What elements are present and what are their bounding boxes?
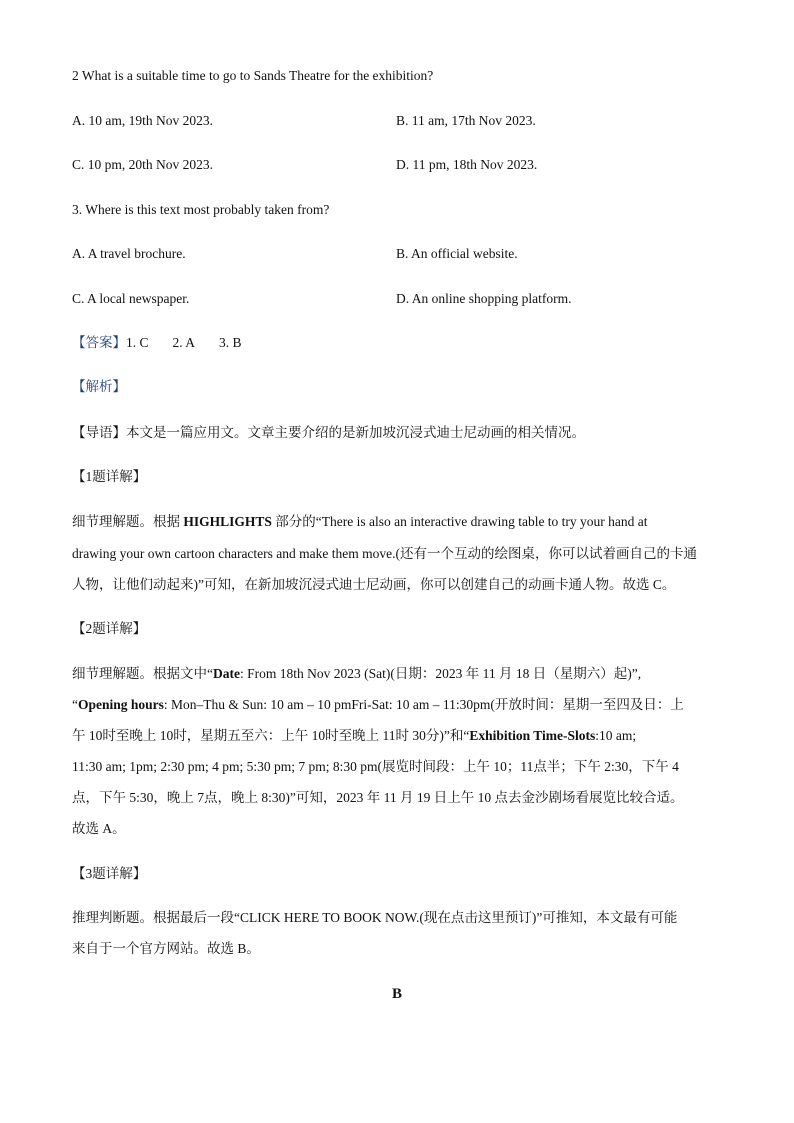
q2-line-2-text-a: “: [72, 697, 78, 712]
q3-line-2: 来自于一个官方网站。故选 B。: [72, 941, 260, 956]
q1-line-1-text-b: 部分的“There is also an interactive drawing table to try your hand at: [271, 514, 648, 529]
intro-text: 本文是一篇应用文。文章主要介绍的是新加坡沉浸式迪士尼动画的相关情况。: [126, 425, 585, 440]
section-b-heading: B: [391, 986, 402, 1002]
q3-option-c: C. A local newspaper.: [72, 291, 190, 306]
q2-line-2-text-b: : Mon–Thu & Sun: 10 am – 10 pmFri-Sat: 10 am – 11:30pm(开放时间：星期一至四及日：上: [163, 697, 684, 712]
q1-line-1: [72, 513, 648, 531]
answer-item-1: 1. C: [126, 335, 149, 350]
q2-date-keyword: Date: [213, 666, 240, 681]
q3-heading: 【3题详解】: [72, 866, 147, 881]
q2-opening-hours-keyword: Opening hours: [78, 697, 164, 712]
q1-line-2: drawing your own cartoon characters and make them move.(还有一个互动的绘图桌，你可以试着画自己的卡通: [72, 546, 698, 561]
q3-option-d: D. An online shopping platform.: [396, 291, 572, 306]
question-3-stem: 3. Where is this text most probably taken from?: [72, 202, 330, 217]
answer-item-2: 2. A: [172, 335, 196, 350]
q3-option-b: B. An official website.: [396, 246, 518, 261]
q2-option-a: A. 10 am, 19th Nov 2023.: [72, 113, 213, 128]
q3-option-a: A. A travel brochure.: [72, 246, 186, 261]
q1-line-1-text-a: 细节理解题。根据: [72, 514, 184, 529]
q2-line-4: 11:30 am; 1pm; 2:30 pm; 4 pm; 5:30 pm; 7 pm; 8:30 pm(展览时间段：上午 10；11点半；下午 2:30，下午 4: [72, 759, 679, 774]
intro-line: [72, 424, 585, 442]
q2-heading: 【2题详解】: [72, 621, 147, 636]
answer-label: 【答案】: [72, 335, 126, 350]
q2-line-1: [72, 665, 641, 683]
q3-line-1: 推理判断题。根据最后一段“CLICK HERE TO BOOK NOW.(现在点击这里预订)”可推知，本文最有可能: [72, 910, 678, 925]
q2-line-3-text-a: 午 10时至晚上 10时，星期五至六：上午 10时至晚上 11时 30分)”和“: [72, 728, 470, 743]
q2-line-1-text-b: : From 18th Nov 2023 (Sat)(日期：2023 年 11 月 18 日（星期六）起)”,: [240, 666, 642, 681]
q2-line-6: 故选 A。: [72, 821, 126, 836]
q1-heading: 【1题详解】: [72, 469, 147, 484]
analysis-label: 【解析】: [72, 379, 126, 394]
intro-label: 【导语】: [72, 425, 126, 440]
q2-option-b: B. 11 am, 17th Nov 2023.: [396, 113, 536, 128]
q2-line-3-text-b: :10 am;: [595, 728, 637, 743]
q1-highlights-keyword: HIGHLIGHTS: [183, 514, 272, 529]
answer-line: [72, 334, 242, 352]
question-2-stem: 2 What is a suitable time to go to Sands Theatre for the exhibition?: [72, 68, 434, 83]
q2-line-3: [72, 727, 636, 745]
q2-line-2: [72, 696, 684, 714]
q2-option-d: D. 11 pm, 18th Nov 2023.: [396, 157, 538, 172]
q2-line-5: 点，下午 5:30，晚上 7点，晚上 8:30)”可知，2023 年 11 月 19 日上午 10 点去金沙剧场看展览比较合适。: [72, 790, 684, 805]
q1-line-3: 人物，让他们动起来)”可知，在新加坡沉浸式迪士尼动画，你可以创建自己的动画卡通人物。故选 C。: [72, 577, 676, 592]
answer-item-3: 3. B: [219, 335, 242, 350]
q2-line-1-text-a: 细节理解题。根据文中“: [72, 666, 213, 681]
q2-time-slots-keyword: Exhibition Time-Slots: [469, 728, 596, 743]
q2-option-c: C. 10 pm, 20th Nov 2023.: [72, 157, 214, 172]
